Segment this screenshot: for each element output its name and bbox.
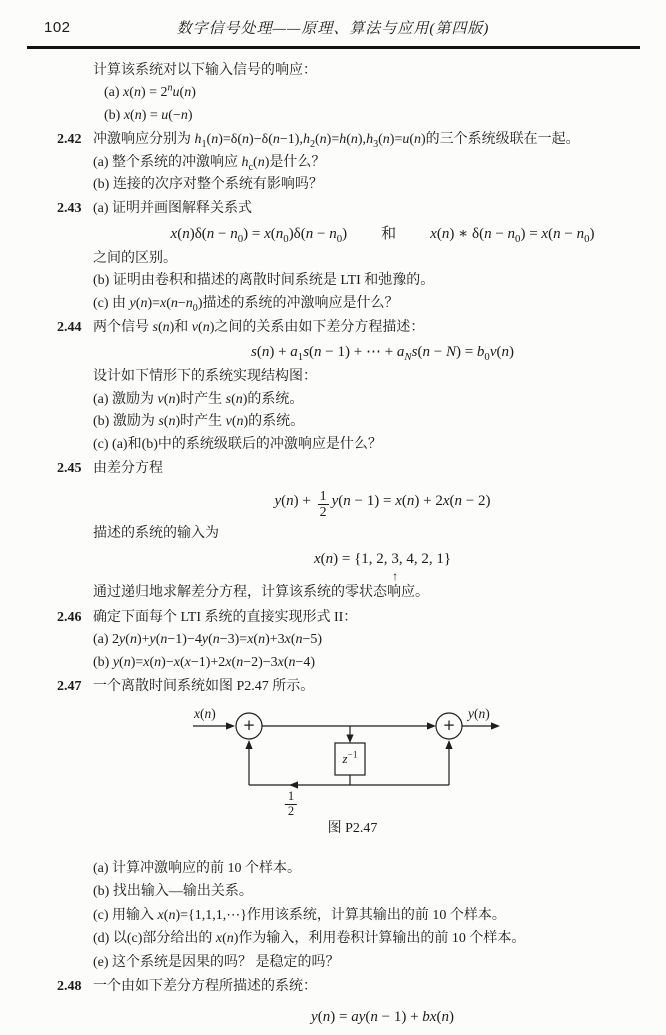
problem-2-45-mid: 描述的系统的输入为 [93, 525, 219, 541]
problem-2-45-difference-equation: y(n) + $\frac{1}{2}$ y(n − 1) = x(n) + 2x(n − 2) [274, 488, 491, 521]
adder-1-symbol: + [242, 716, 256, 735]
problem-2-46-number: 2.46 [57, 609, 82, 625]
problem-2-47-items [93, 857, 642, 975]
gain-numerator: 1 [285, 790, 297, 805]
figure-p2-47 [93, 707, 642, 840]
problem-2-47 [57, 676, 642, 974]
problem-2-46-item-b: (b) y(n)=x(n)−x(x−1)+2x(n−2)−3x(n−4) [93, 654, 316, 670]
problem-2-44 [57, 317, 642, 456]
problem-2-46-item-a: (a) 2y(n)+y(n−1)−4y(n−3)=x(n)+3x(n−5) [93, 632, 323, 648]
problem-2-47-number: 2.47 [57, 679, 82, 694]
book-title: 数字信号处理——原理、算法与应用(第四版) [176, 21, 490, 37]
system-block-diagram [185, 706, 515, 819]
problem-2-43-item-b: (b) 证明由卷积和描述的离散时间系统是 LTI 和弛豫的。 [93, 273, 435, 289]
problem-2-45-number: 2.45 [57, 461, 82, 477]
problem-2-44-statement: 两个信号 s(n)和 v(n)之间的关系由如下差分方程描述： [93, 320, 425, 336]
problem-2-44-item-c: (c) (a)和(b)中的系统级联后的冲激响应是什么？ [93, 436, 382, 452]
figure-caption: 图 P2.47 [327, 821, 378, 837]
figure-output-label: y(n) [468, 706, 490, 722]
problem-2-43-number: 2.43 [57, 201, 82, 217]
lead-block [57, 60, 642, 127]
problem-2-47-item-e: (e) 这个系统是因果的吗？ 是稳定的吗？ [93, 954, 340, 970]
problem-2-48-statement: 一个由如下差分方程所描述的系统： [93, 979, 317, 995]
problem-2-44-item-a: (a) 激励为 v(n)时产生 s(n)的系统。 [93, 391, 304, 407]
problem-2-47-item-a: (a) 计算冲激响应的前 10 个样本。 [93, 860, 302, 876]
lead-item-b: (b) x(n) = u(−n) [104, 107, 193, 123]
problem-2-42 [57, 129, 642, 196]
feedback-gain-label [285, 790, 297, 819]
problem-2-44-formula: $s(n) + a_1s(n - 1)$ + ⋯ + $a_Ns(n - N) = b_0v(n)$ [250, 344, 514, 364]
delay-block-label: $z^{-1}$ [342, 750, 358, 767]
problem-2-42-statement: 冲激响应分别为 $h_1(n)=\delta(n)-\delta(n-1),h_2(n)=h(n),h_3(n)=u(n)$的三个系统级联在一起。 [93, 132, 580, 151]
page-body [57, 60, 642, 1030]
problem-2-44-number: 2.44 [57, 320, 82, 336]
problem-2-46-statement: 确定下面每个 LTI 系统的直接实现形式 II： [93, 609, 358, 625]
problem-2-45-tail: 通过递归地求解差分方程，计算该系统的零状态响应。 [93, 585, 429, 601]
problem-2-44-item-b: (b) 激励为 s(n)时产生 v(n)的系统。 [93, 414, 305, 430]
problem-2-43-item-a: (a) 证明并画图解释关系式 [93, 201, 253, 217]
adder-2-symbol: + [442, 716, 456, 735]
header-rule [27, 46, 640, 49]
problem-2-47-item-d: (d) 以(c)部分给出的 x(n)作为输入，利用卷积计算输出的前 10 个样本。 [93, 931, 526, 947]
problem-2-46 [57, 607, 642, 674]
problem-2-47-item-b: (b) 找出输入—输出关系。 [93, 884, 253, 900]
problem-2-45-statement: 由差分方程 [93, 461, 163, 477]
problem-2-47-item-c: (c) 用输入 x(n)={1,1,1,⋯}作用该系统，计算其输出的前 10 个样本。 [93, 907, 506, 923]
problem-2-48-formula: y(n) = ay(n − 1) + bx(n) [311, 1008, 454, 1025]
problem-2-43-between: 之间的区别。 [93, 250, 177, 266]
problem-2-45 [57, 458, 642, 605]
problem-2-45-input-sequence: x(n) = {1, 2, 3 ↑ , 4, 2, 1} [313, 551, 452, 583]
page-header [0, 17, 666, 43]
problem-2-43 [57, 198, 642, 315]
problem-2-43-formula: $x(n)\delta(n - n_0) = x(n_0)\delta(n - n_0)$ 和 x(n) ∗ $\delta(n - n_0) = x(n - n_0)$ [170, 225, 595, 245]
gain-denominator: 2 [287, 804, 295, 819]
problem-2-42-number: 2.42 [57, 132, 82, 148]
figure-input-label: x(n) [194, 706, 216, 722]
problem-2-48 [57, 976, 642, 1029]
problem-2-47-statement: 一个离散时间系统如图 P2.47 所示。 [93, 679, 315, 694]
problem-2-43-item-c: (c) 由 $y(n)=x(n-n_0)$描述的系统的冲激响应是什么？ [93, 295, 399, 314]
problem-2-42-item-a: (a) 整个系统的冲激响应 $h_c(n)$是什么？ [93, 154, 326, 173]
lead-intro: 计算该系统对以下输入信号的响应： [93, 63, 317, 78]
problem-2-42-item-b: (b) 连接的次序对整个系统有影响吗？ [93, 177, 323, 193]
page-number: 102 [44, 19, 71, 36]
problem-2-44-design: 设计如下情形下的系统实现结构图： [93, 369, 317, 385]
lead-item-a: (a) $x(n) = 2^nu(n)$ [104, 82, 196, 101]
problem-2-48-number: 2.48 [57, 979, 82, 995]
